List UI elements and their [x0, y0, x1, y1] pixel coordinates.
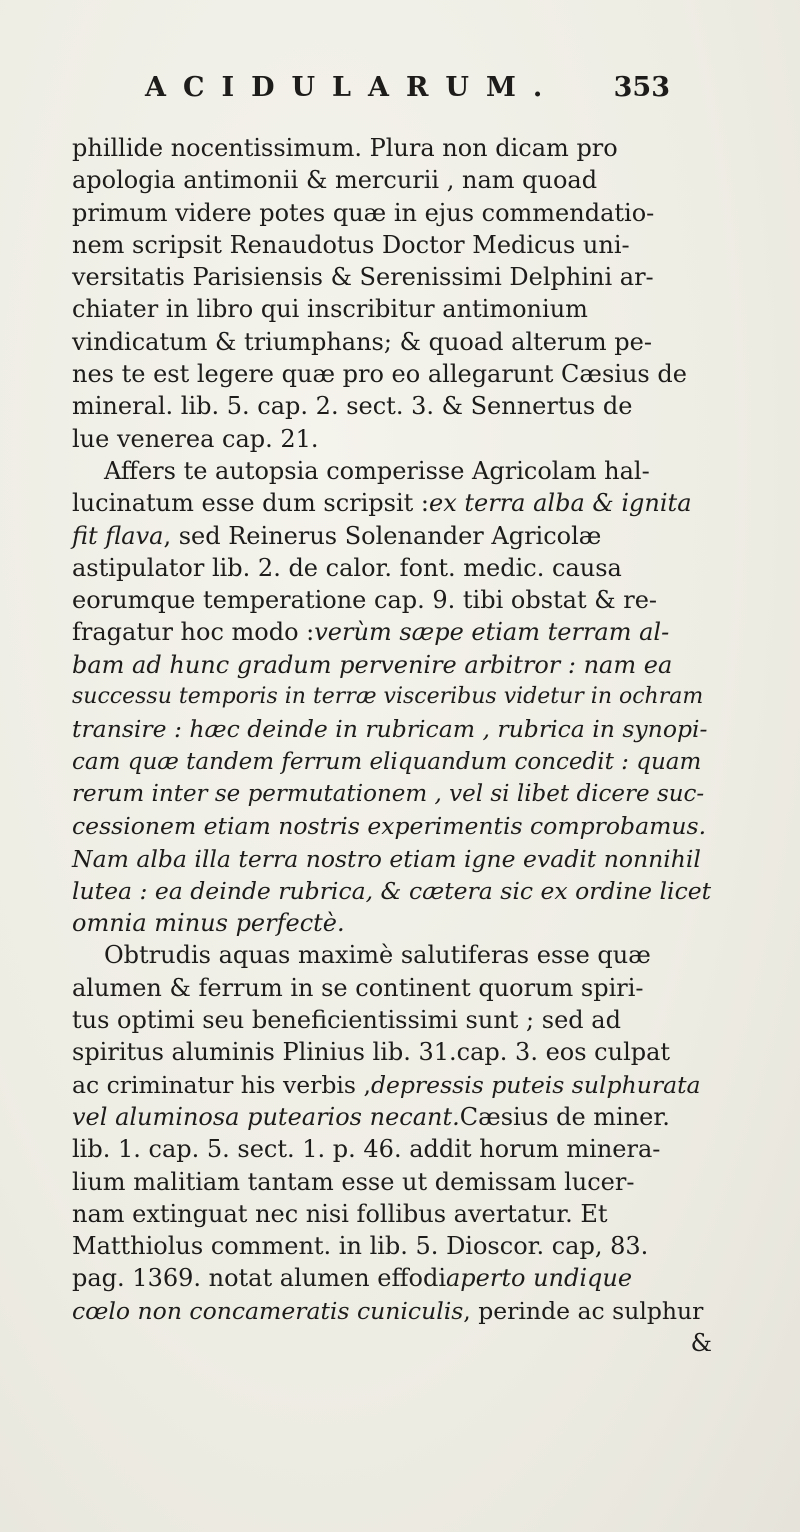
line-text: Obtrudis aquas maximè salutiferas esse quæ — [104, 941, 651, 970]
line-text: versitatis Parisiensis & Serenissimi Delphini ar- — [72, 263, 654, 292]
text-line — [72, 552, 712, 584]
running-head: ACIDULARUM. — [145, 72, 560, 103]
text-line — [72, 681, 712, 713]
line-text-italic: verùm sæpe etiam terram al- — [314, 618, 670, 647]
text-line — [72, 1101, 712, 1133]
text-line — [72, 843, 712, 875]
line-text-italic: successu temporis in terræ visceribus videtur in ochram — [72, 684, 704, 710]
line-text: primum videre potes quæ in ejus commendatio- — [72, 198, 655, 227]
text-line — [72, 810, 712, 842]
text-line — [72, 487, 712, 519]
line-text: nam extinguat nec nisi follibus avertatur. Et — [72, 1199, 608, 1228]
text-line — [72, 164, 712, 196]
page-header — [145, 72, 670, 112]
text-line — [72, 1295, 712, 1327]
line-text: lucinatum esse dum scripsit : — [72, 489, 429, 518]
line-text: lium malitiam tantam esse ut demissam lucer- — [72, 1167, 635, 1196]
text-line — [72, 229, 712, 261]
line-text-italic: depressis puteis sulphurata — [370, 1070, 701, 1099]
line-text: Cæsius de miner. — [459, 1102, 670, 1131]
text-line — [72, 649, 712, 681]
line-text: pag. 1369. notat alumen effodi — [72, 1264, 446, 1293]
line-text-italic: bam ad hunc gradum pervenire arbitror : nam ea — [72, 650, 673, 679]
text-line — [72, 1166, 712, 1198]
line-text: nes te est legere quæ pro eo allegarunt Cæsius de — [72, 360, 687, 389]
text-line — [72, 423, 712, 455]
line-text-italic: lutea : ea deinde rubrica, & cætera sic ex ordine licet — [72, 876, 712, 905]
text-line — [72, 293, 712, 325]
text-line — [72, 875, 712, 907]
text-line — [72, 939, 712, 971]
text-line — [72, 132, 712, 164]
text-line — [72, 520, 712, 552]
line-text: Affers te autopsia comperisse Agricolam hal- — [104, 456, 650, 485]
text-line — [72, 1036, 712, 1068]
line-text-italic: fit flava — [72, 521, 164, 550]
line-text-italic: aperto undique — [446, 1264, 633, 1293]
line-text: Matthiolus comment. in lib. 5. Dioscor. cap, 83. — [72, 1232, 649, 1261]
text-line — [72, 455, 712, 487]
line-text: alumen & ferrum in se continent quorum spiri- — [72, 973, 644, 1002]
body-text — [72, 132, 712, 1359]
line-text-italic: vel aluminosa putearios necant. — [72, 1102, 460, 1131]
line-text-italic: Nam alba illa terra nostro etiam igne evadit nonnihil — [72, 844, 701, 873]
line-text: fragatur hoc modo : — [72, 618, 315, 647]
text-line — [72, 1262, 712, 1294]
text-line — [72, 390, 712, 422]
line-text: lib. 1. cap. 5. sect. 1. p. 46. addit horum minera- — [72, 1135, 661, 1164]
text-line — [72, 584, 712, 616]
catchword: & — [690, 1328, 712, 1357]
text-line — [72, 907, 712, 939]
line-text: , sed Reinerus Solenander Agricolæ — [163, 521, 602, 550]
text-line — [72, 972, 712, 1004]
line-text: tus optimi seu beneficientissimi sunt ; sed ad — [72, 1006, 621, 1035]
line-text: apologia antimonii & mercurii , nam quoad — [72, 166, 598, 195]
line-text: phillide nocentissimum. Plura non dicam pro — [72, 134, 618, 162]
line-text: astipulator lib. 2. de calor. font. medic. causa — [72, 553, 622, 582]
line-text: , perinde ac sulphur — [463, 1296, 704, 1325]
line-text: vindicatum & triumphans; & quoad alterum pe- — [72, 327, 652, 356]
text-line — [72, 1198, 712, 1230]
text-line — [72, 326, 712, 358]
text-line — [72, 358, 712, 390]
line-text: lue venerea cap. 21. — [72, 424, 319, 453]
line-text-italic: rerum inter se permutationem , vel si libet dicere suc- — [72, 780, 705, 807]
text-line — [72, 1004, 712, 1036]
text-line — [72, 778, 712, 810]
text-line — [72, 261, 712, 293]
line-text-italic: transire : hæc deinde in rubricam , rubrica in synopi- — [72, 715, 708, 744]
text-line — [72, 616, 712, 648]
text-line — [72, 1069, 712, 1101]
line-text-italic: cœlo non concameratis cuniculis — [72, 1296, 464, 1325]
text-line — [72, 1230, 712, 1262]
text-line — [72, 1133, 712, 1165]
line-text-italic: omnia minus perfectè. — [72, 909, 345, 938]
line-text-italic: ex terra alba & ignita — [429, 489, 692, 518]
line-text: eorumque temperatione cap. 9. tibi obstat & re- — [72, 586, 658, 615]
page-number: 353 — [613, 72, 670, 103]
line-text-italic: cam quæ tandem ferrum eliquandum concedit : quam — [72, 748, 702, 775]
line-text: nem scripsit Renaudotus Doctor Medicus uni- — [72, 230, 630, 259]
text-line — [72, 746, 712, 778]
line-text: mineral. lib. 5. cap. 2. sect. 3. & Sennertus de — [72, 392, 633, 421]
line-text-italic: cessionem etiam nostris experimentis comprobamus. — [72, 812, 707, 841]
line-text: ac criminatur his verbis , — [72, 1070, 371, 1099]
text-line — [72, 713, 712, 745]
text-line — [72, 197, 712, 229]
line-text: chiater in libro qui inscribitur antimonium — [72, 295, 588, 324]
line-text: spiritus aluminis Plinius lib. 31.cap. 3. eos culpat — [72, 1038, 671, 1067]
catchword-line — [72, 1327, 712, 1359]
